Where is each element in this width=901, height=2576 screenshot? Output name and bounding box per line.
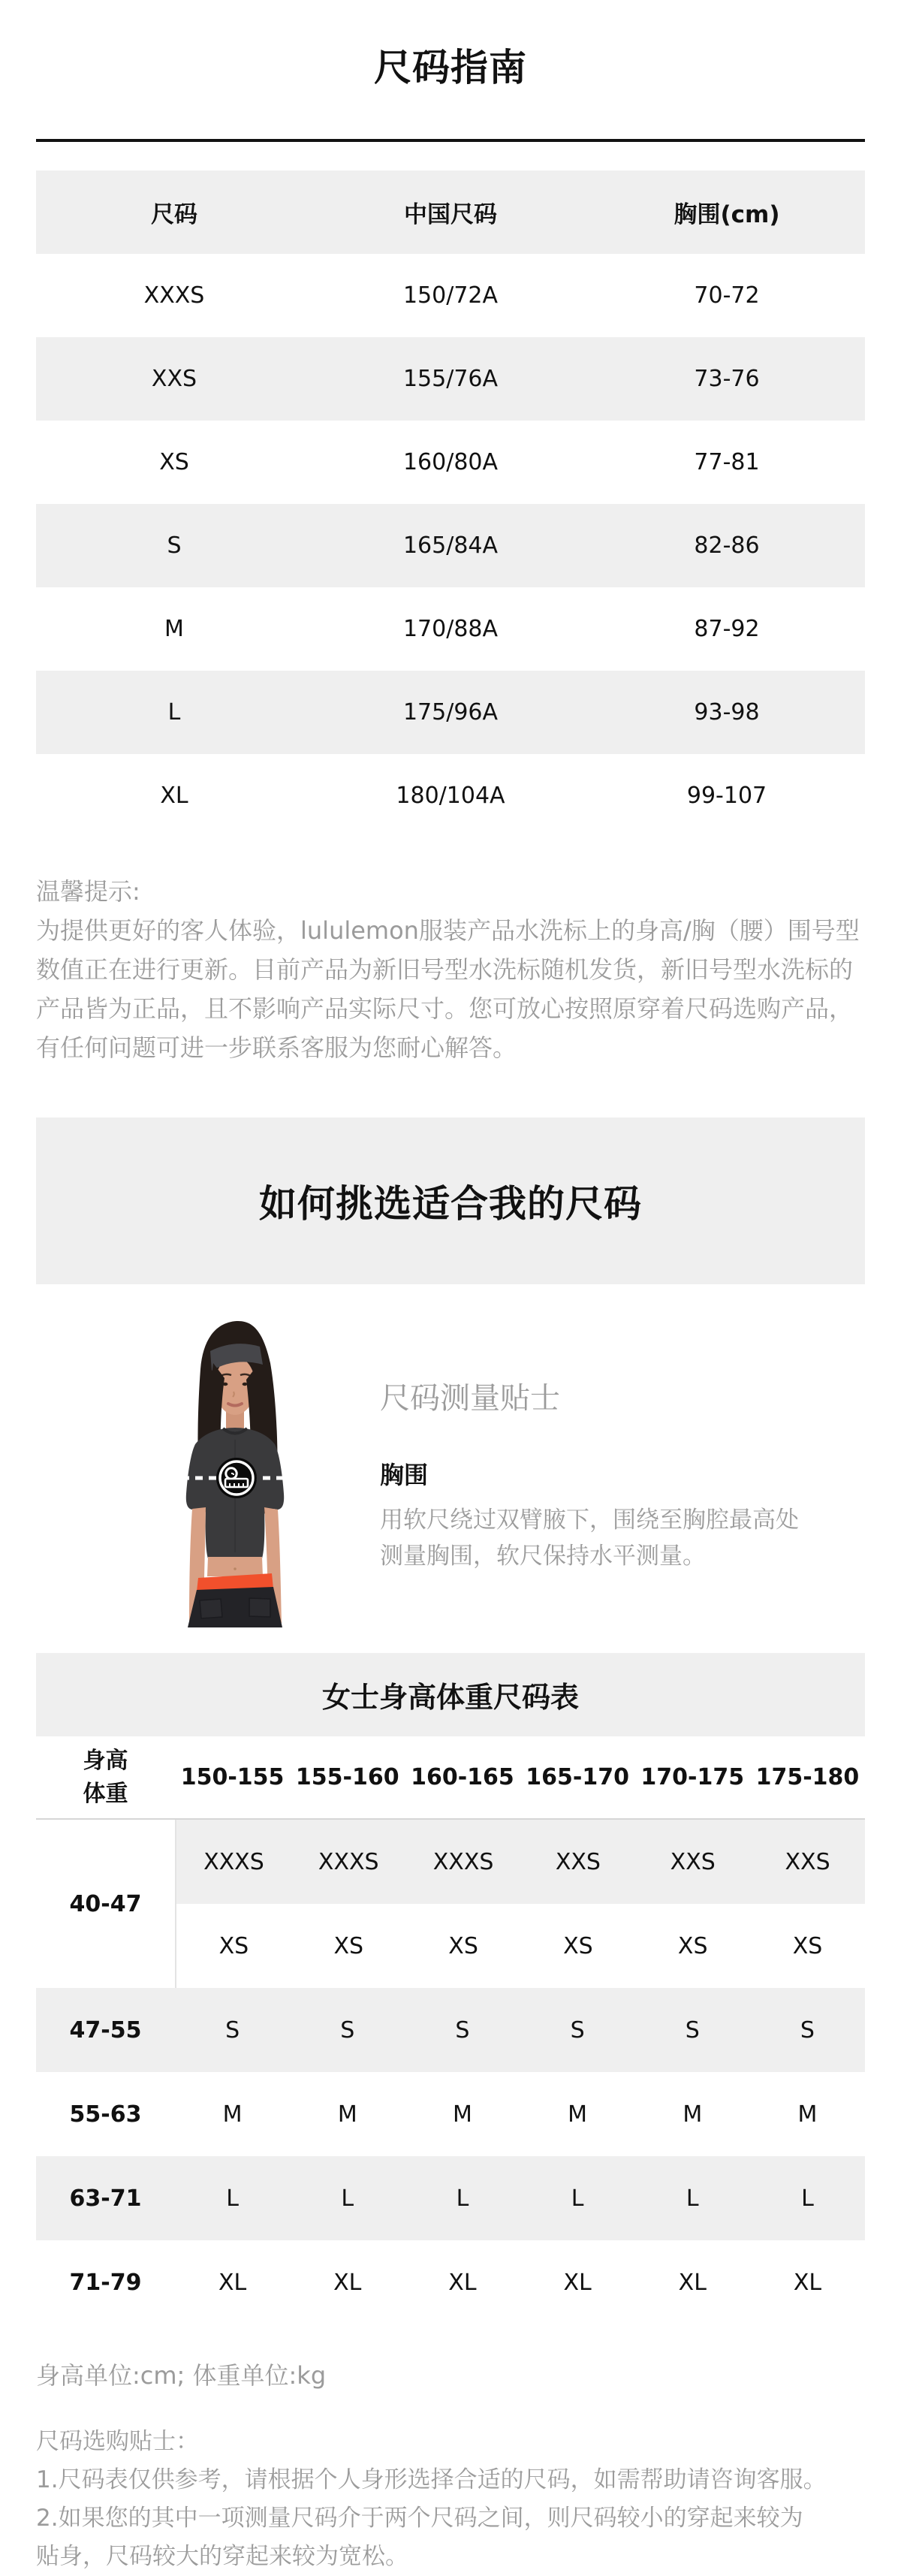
table-row xyxy=(36,671,865,754)
size-cell: L xyxy=(571,2185,584,2212)
units-note: 身高单位:cm; 体重单位:kg xyxy=(36,2361,327,2390)
notice-line: 产品皆为正品，且不影响产品实际尺寸。您可放心按照原穿着尺码选购产品， xyxy=(36,994,854,1023)
table-row xyxy=(36,421,865,504)
size-cell: L xyxy=(341,2185,354,2212)
chest-description xyxy=(380,1502,799,1574)
table-row xyxy=(36,254,865,337)
size-cell: XXXS xyxy=(203,1848,264,1875)
purchase-tips xyxy=(36,2423,827,2576)
size-table-header-row xyxy=(36,170,865,254)
size-cell: XXXS xyxy=(432,1848,494,1875)
size-cell: M xyxy=(683,2101,703,2128)
weight-table-banner xyxy=(36,1653,865,1736)
height-header-cell: 175-180 xyxy=(755,1764,860,1790)
weight-label-cell: 71-79 xyxy=(69,2269,142,2296)
size-cell: XL xyxy=(448,2269,477,2296)
notice-line: 为提供更好的客人体验，lululemon服装产品水洗标上的身高/胸（腰）围号型 xyxy=(36,916,860,945)
purchase-tips-title: 尺码选购贴士： xyxy=(36,2428,199,2455)
weight-label-cell: 55-63 xyxy=(69,2101,142,2128)
size-cell: S xyxy=(455,2016,470,2044)
weight-label-cell: 63-71 xyxy=(69,2185,142,2212)
size-cell: M xyxy=(337,2101,357,2128)
size-table-header-china-size: 中国尺码 xyxy=(404,201,497,228)
size-cell: XL xyxy=(333,2269,362,2296)
notice-block xyxy=(36,872,869,1067)
size-cell: S xyxy=(340,2016,355,2044)
weight-table xyxy=(36,1736,865,2324)
size-cell: XS xyxy=(677,1932,708,1959)
size-cell: XXS xyxy=(785,1848,830,1875)
weight-label-cell: 47-55 xyxy=(69,2016,142,2044)
table-cell: 150/72A xyxy=(402,282,499,309)
height-header-cell: 155-160 xyxy=(295,1764,399,1790)
table-cell: 160/80A xyxy=(402,449,499,475)
size-cell: XS xyxy=(792,1932,823,1959)
table-cell: 99-107 xyxy=(686,783,767,809)
how-to-section-banner xyxy=(36,1118,865,1284)
weight-row-40-47-sizes xyxy=(175,1820,865,1988)
corner-weight-label: 体重 xyxy=(83,1780,128,1807)
purchase-tips-line: 2.如果您的其中一项测量尺码介于两个尺码之间，则尺码较小的穿起来较为 xyxy=(36,2505,803,2532)
table-cell: L xyxy=(167,699,181,725)
table-cell: 155/76A xyxy=(402,366,499,392)
table-row xyxy=(176,1904,865,1988)
table-row xyxy=(36,587,865,671)
size-cell: XXS xyxy=(555,1848,601,1875)
chest-label: 胸围 xyxy=(380,1461,429,1489)
table-cell: XL xyxy=(160,783,188,809)
height-header-cell: 160-165 xyxy=(411,1764,514,1790)
size-cell: M xyxy=(452,2101,472,2128)
size-cell: M xyxy=(222,2101,243,2128)
notice-line: 有任何问题可进一步联系客服为您耐心解答。 xyxy=(36,1033,517,1062)
table-cell: 93-98 xyxy=(694,699,760,725)
size-table-header-size: 尺码 xyxy=(151,201,197,228)
size-cell: S xyxy=(685,2016,700,2044)
size-cell: XXXS xyxy=(318,1848,379,1875)
title-divider xyxy=(36,139,865,142)
height-header-cell: 150-155 xyxy=(180,1764,285,1790)
purchase-tips-line: 贴身，尺码较大的穿起来较为宽松。 xyxy=(36,2543,408,2570)
size-cell: XL xyxy=(218,2269,247,2296)
size-cell: M xyxy=(568,2101,588,2128)
size-table xyxy=(36,170,865,837)
height-header-cell: 165-170 xyxy=(526,1764,629,1790)
size-cell: XXS xyxy=(670,1848,716,1875)
notice-line: 数值正在进行更新。目前产品为新旧号型水洗标随机发货，新旧号型水洗标的 xyxy=(36,955,854,984)
size-cell: S xyxy=(225,2016,240,2044)
table-cell: 180/104A xyxy=(396,783,505,809)
size-cell: S xyxy=(570,2016,585,2044)
size-cell: XL xyxy=(678,2269,707,2296)
table-cell: XXXS xyxy=(143,282,205,309)
table-cell: 73-76 xyxy=(694,366,760,392)
size-cell: L xyxy=(226,2185,239,2212)
table-cell: 77-81 xyxy=(694,449,760,475)
model-photo xyxy=(150,1320,345,1627)
table-cell: 82-86 xyxy=(694,532,760,559)
measure-tips-label: 尺码测量贴士 xyxy=(380,1381,560,1416)
height-header-cell: 170-175 xyxy=(640,1764,745,1790)
weight-row-55-63 xyxy=(36,2072,865,2156)
chest-desc-line: 用软尺绕过双臂腋下，围绕至胸腔最高处 xyxy=(380,1507,799,1534)
table-cell: 87-92 xyxy=(694,616,760,642)
weight-table-title: 女士身高体重尺码表 xyxy=(321,1681,579,1714)
table-row xyxy=(36,754,865,837)
table-row xyxy=(36,504,865,587)
size-table-header-bust: 胸围(cm) xyxy=(673,201,780,228)
weight-row-71-79 xyxy=(36,2240,865,2324)
measuring-tape-icon xyxy=(216,1458,257,1498)
corner-cell xyxy=(36,1736,175,1818)
table-cell: 175/96A xyxy=(402,699,499,725)
weight-row-40-47 xyxy=(36,1820,865,1988)
how-to-section-title: 如何挑选适合我的尺码 xyxy=(259,1182,642,1226)
table-cell: XS xyxy=(159,449,189,475)
notice-title: 温馨提示: xyxy=(36,877,140,906)
size-cell: XL xyxy=(563,2269,592,2296)
table-cell: S xyxy=(167,532,182,559)
size-cell: XS xyxy=(563,1932,593,1959)
table-row xyxy=(176,1820,865,1904)
weight-table-header-row xyxy=(36,1736,865,1820)
chest-desc-line: 测量胸围，软尺保持水平测量。 xyxy=(380,1543,706,1570)
weight-row-63-71 xyxy=(36,2156,865,2240)
corner-height-label: 身高 xyxy=(83,1747,128,1774)
weight-label-cell: 40-47 xyxy=(69,1890,142,1917)
table-cell: M xyxy=(164,616,184,642)
size-cell: S xyxy=(800,2016,815,2044)
size-cell: L xyxy=(456,2185,469,2212)
purchase-tips-line: 1.尺码表仅供参考，请根据个人身形选择合适的尺码，如需帮助请咨询客服。 xyxy=(36,2466,827,2493)
table-cell: XXS xyxy=(151,366,197,392)
size-cell: M xyxy=(797,2101,818,2128)
size-cell: XS xyxy=(448,1932,478,1959)
size-cell: L xyxy=(801,2185,814,2212)
size-cell: XL xyxy=(793,2269,822,2296)
table-cell: 165/84A xyxy=(402,532,499,559)
table-cell: 170/88A xyxy=(402,616,499,642)
size-cell: XS xyxy=(218,1932,249,1959)
size-cell: XS xyxy=(333,1932,364,1959)
weight-row-47-55 xyxy=(36,1988,865,2072)
table-cell: 70-72 xyxy=(694,282,760,309)
size-cell: L xyxy=(686,2185,699,2212)
table-row xyxy=(36,337,865,421)
page-title: 尺码指南 xyxy=(374,46,527,89)
